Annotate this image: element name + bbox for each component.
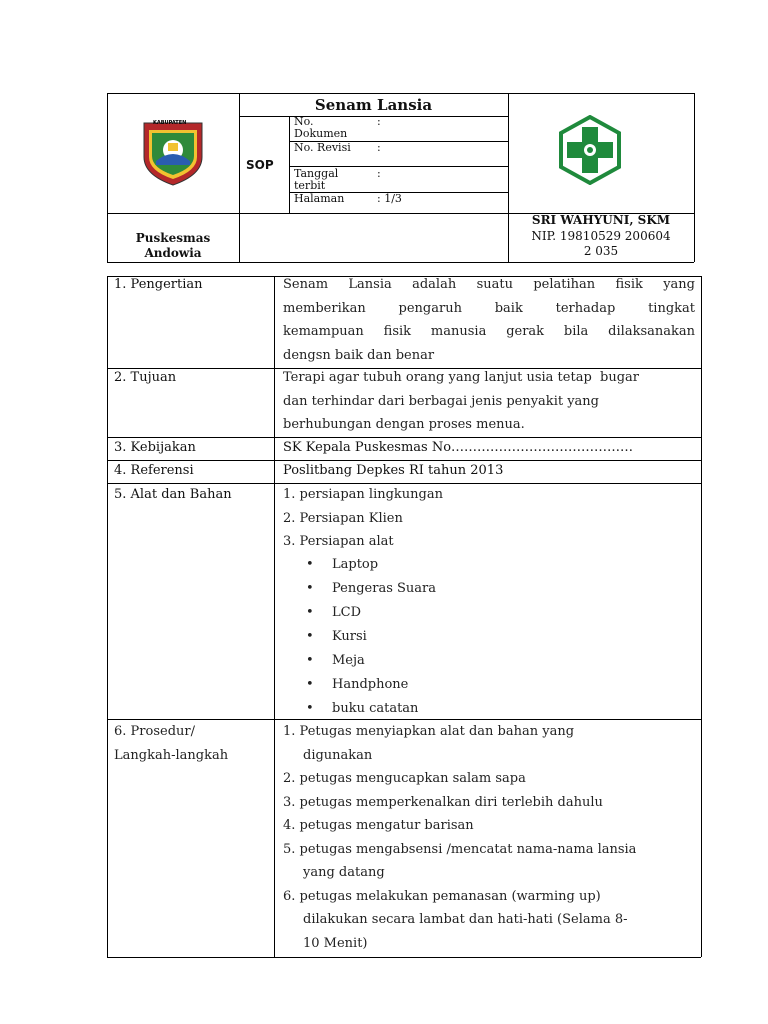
row-label: 2. Tujuan <box>114 370 177 385</box>
row-content <box>283 483 695 554</box>
step-line: 4. petugas mengatur barisan <box>283 818 474 833</box>
content-line: dengsn baik dan benar <box>283 347 435 363</box>
label-line: 6. Prosedur/ <box>114 724 195 739</box>
bullet-item: • Kursi <box>332 625 632 649</box>
label-line: Langkah-langkah <box>114 747 229 763</box>
page-title: Senam Lansia <box>314 96 433 114</box>
bullet-item: • Handphone <box>332 673 632 697</box>
step-line: dilakukan secara lambat dan hati-hati (Selama 8- <box>303 912 628 927</box>
content-line: Senam Lansia adalah suatu pelatihan fisik yang <box>283 277 695 292</box>
step-line: 5. petugas mengabsensi /mencatat nama-nama lansia <box>283 841 637 857</box>
step-line: 3. petugas memperkenalkan diri terlebih dahulu <box>283 794 603 810</box>
row-content <box>283 366 695 437</box>
content-line: memberikan pengaruh baik terhadap tingkat <box>283 300 695 316</box>
row-content <box>283 273 695 367</box>
row-content: Poslitbang Depkes RI tahun 2013 <box>283 463 504 478</box>
list-item: 1. persiapan lingkungan <box>283 487 443 502</box>
bullet-list <box>332 553 632 721</box>
row-content: SK Kepala Puskesmas No…………………………………… <box>283 440 634 455</box>
row-label: 5. Alat dan Bahan <box>114 487 232 502</box>
step-line: 10 Menit) <box>303 935 368 951</box>
puskesmas-cross-logo <box>557 115 623 185</box>
field-label: No. Revisi <box>294 141 351 154</box>
step-line: 1. Petugas menyiapkan alat dan bahan yang <box>283 724 575 739</box>
row-content <box>283 720 695 955</box>
field-label: No. Dokumen <box>294 115 348 140</box>
content-line: berhubungan dengan proses menua. <box>283 417 525 432</box>
row-label: 1. Pengertian <box>114 277 203 292</box>
sop-label: SOP <box>246 158 274 172</box>
bullet-item: • LCD <box>332 601 632 625</box>
org-name: Puskesmas Andowia <box>135 231 211 260</box>
kabupaten-label: KABUPATEN <box>153 120 187 126</box>
bullet-item: • buku catatan <box>332 697 632 721</box>
field-value: : <box>377 167 381 180</box>
list-item: 3. Persiapan alat <box>283 534 394 549</box>
row-label: 4. Referensi <box>114 463 194 478</box>
list-item: 2. Persiapan Klien <box>283 510 403 526</box>
field-label: Halaman <box>294 192 345 205</box>
field-value: : 1/3 <box>377 192 402 205</box>
content-line: Terapi agar tubuh orang yang lanjut usia tetap bugar <box>283 370 640 385</box>
signer-nip: NIP. 19810529 200604 2 035 <box>531 229 671 258</box>
step-line: 6. petugas melakukan pemanasan (warming up) <box>283 888 601 904</box>
field-value: : <box>377 141 381 154</box>
field-value: : <box>377 115 381 128</box>
bullet-item: • Pengeras Suara <box>332 577 632 601</box>
bullet-item: • Laptop <box>332 553 632 577</box>
row-label: 3. Kebijakan <box>114 440 196 455</box>
step-line: digunakan <box>303 747 373 763</box>
signer-name: SRI WAHYUNI, SKM <box>531 213 671 227</box>
step-line: 2. petugas mengucapkan salam sapa <box>283 771 526 786</box>
field-label: Tanggal terbit <box>294 167 339 192</box>
kabupaten-logo <box>140 117 206 187</box>
content-line: kemampuan fisik manusia gerak bila dilaksanakan <box>283 324 695 339</box>
bullet-item: • Meja <box>332 649 632 673</box>
row-label <box>114 720 272 767</box>
content-line: dan terhindar dari berbagai jenis penyakit yang <box>283 393 599 409</box>
step-line: yang datang <box>303 865 385 880</box>
